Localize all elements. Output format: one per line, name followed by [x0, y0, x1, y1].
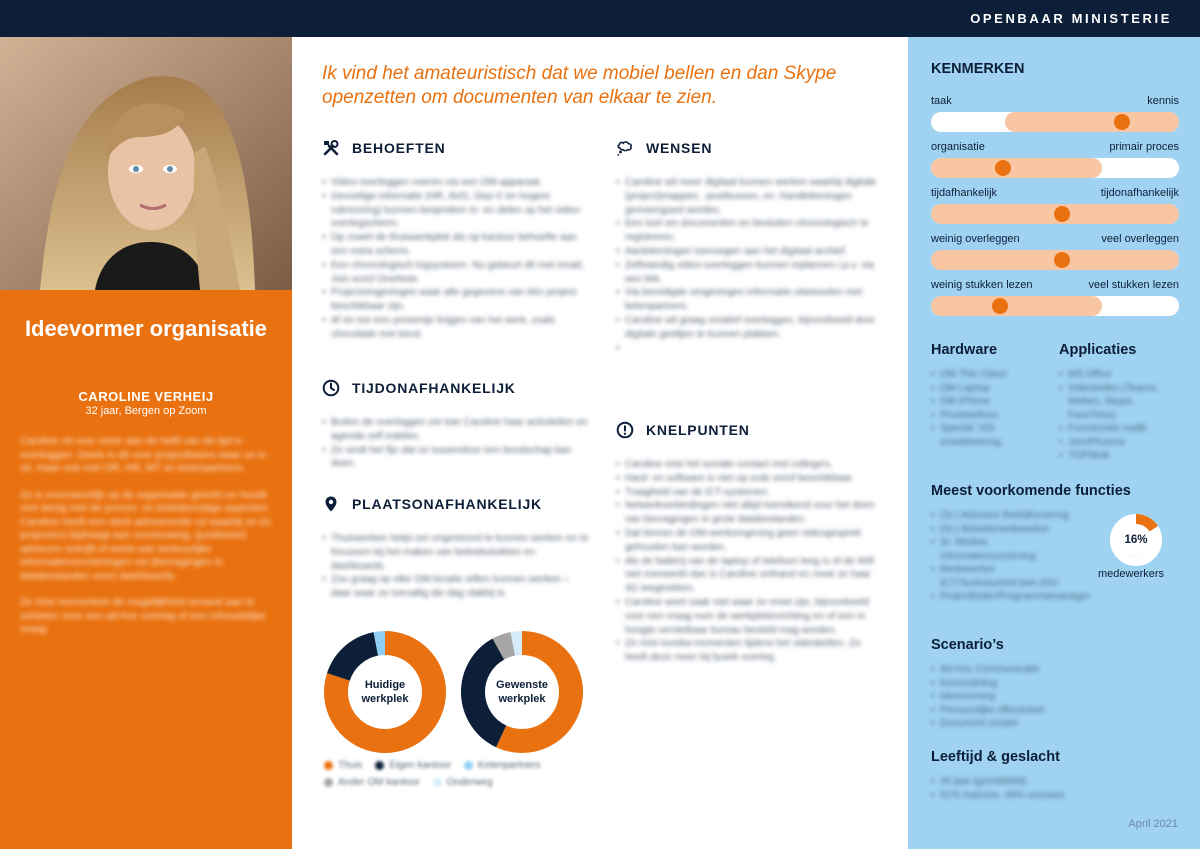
section-title: BEHOEFTEN [352, 140, 446, 156]
persona-meta: 32 jaar, Bergen op Zoom [85, 405, 207, 417]
knelpunten-list [616, 458, 878, 665]
list-item: • Caroline wil graag creatief overleggen, bijvoorbeeld door digitale geeltjes te kunnen plakken. [616, 314, 878, 342]
legend-label: Ander OM kantoor [338, 777, 420, 788]
section-title: TIJDONAFHANKELIJK [352, 380, 516, 396]
bio-paragraph: Caroline zit voor meer dan de helft van de tijd in overleggen. Deels is dit voor projectteams waar ze in zit, maar ook met OR, HR, MT en ketenpartners. [20, 435, 267, 474]
list-item: • Af en toe een presentje krijgen van het werk, zoals chocolade met kerst. [322, 314, 592, 342]
list-item: • Video-overleggen voeren via een OM-apparaat. [322, 176, 592, 190]
list-item: • Ad Hoc Communicatie [931, 663, 1181, 677]
persona-photo [0, 37, 292, 290]
slider-knob [1114, 114, 1130, 130]
slider-right-label: kennis [1147, 95, 1179, 107]
list-item: • Hard- en software is niet op orde en/of beschikbaar. [616, 472, 878, 486]
scenarios-list [931, 663, 1181, 731]
slider-track [931, 158, 1179, 178]
list-item: • Via beveiligde omgevingen informatie uitwisselen met ketenpartners. [616, 286, 878, 314]
list-item: • Persoonlijke effectiviteit [931, 704, 1181, 718]
legend-item [375, 760, 451, 771]
slider-right-label: veel overleggen [1101, 233, 1179, 245]
list-item: • TOPdesk [1059, 449, 1184, 463]
section-wensen [616, 138, 878, 355]
percent-caption: medewerkers [1098, 568, 1165, 580]
legend-label: Onderweg [446, 777, 493, 788]
list-item: • Ze mist eureka-momenten tijdens het videobellen. Ze heeft deze meer bij fysiek overleg [616, 637, 878, 665]
list-item: • Medewerker ICT/Technisch/Inf.beh./DIV [931, 563, 1081, 590]
functies-list [931, 509, 1091, 604]
applicaties-list [1059, 368, 1184, 463]
slider-right-label: primair proces [1109, 141, 1179, 153]
leeftijd-title: Leeftijd & geslacht [931, 749, 1060, 765]
list-item: • OM Thin Client [931, 368, 1049, 382]
legend-item [464, 760, 541, 771]
functies-title: Meest voorkomende functies [931, 483, 1131, 499]
bio-paragraph: Ze mist momenteel de mogelijkheid iemand aan te schieten voor een ad-hoc overleg of een inhoudelijke vraag. [20, 596, 266, 635]
slider-right-label: veel stukken lezen [1088, 279, 1179, 291]
slider-right-label: tijdonafhankelijk [1100, 187, 1179, 199]
percent-label: 16% [1124, 534, 1148, 546]
slider-left-label: weinig overleggen [931, 233, 1020, 245]
legend-item [324, 777, 420, 788]
section-knelpunten [616, 420, 878, 665]
donut-legend [324, 760, 624, 794]
list-item: • Gevoelige informatie (HR, AVG, Dep-V en hogere rubricering) kunnen bespreken in- en delen op het video-overlegscherm. [322, 190, 592, 231]
slider-range-fill [931, 158, 1102, 178]
clock-icon [322, 379, 340, 397]
characteristics-panel [908, 37, 1200, 849]
top-bar [0, 0, 1200, 37]
list-item: • Ideevorming [931, 690, 1181, 704]
legend-label: Thuis [338, 760, 363, 771]
persona-panel [0, 37, 292, 849]
list-item: • Traagheid van de ICT-systemen. [616, 486, 878, 500]
list-item: • Privételefoon [931, 409, 1049, 423]
hardware-list [931, 368, 1049, 449]
list-item: • Dat binnen de OM-werkomgeving geen videogesprek gehouden kan worden. [616, 527, 878, 555]
persona-quote: Ik vind het amateuristisch dat we mobiel bellen en dan Skype openzetten om documenten van elkaar te zien. [322, 63, 837, 108]
donut-desired-workplace [460, 630, 584, 754]
slider-knob [995, 160, 1011, 176]
section-behoeften [322, 138, 592, 342]
list-item: • Zelfstandig video-overleggen kunnen inplannen i.p.v. via een MA. [616, 259, 878, 287]
legend-item [433, 777, 493, 788]
legend-item [324, 760, 362, 771]
list-item [616, 342, 878, 356]
legend-swatch [433, 778, 442, 787]
behoeften-list [322, 176, 592, 342]
list-item: • OM iPhone [931, 395, 1049, 409]
publication-date: April 2021 [1128, 818, 1178, 830]
donut-label-line: werkplek [498, 693, 546, 705]
percent-donut [1110, 514, 1162, 566]
slider-left-label: tijdafhankelijk [931, 187, 998, 199]
list-item: • MS Office [1059, 368, 1184, 382]
section-title: PLAATSONAFHANKELIJK [352, 496, 542, 512]
list-item: • Document creatie [931, 717, 1181, 731]
wensen-list [616, 176, 878, 355]
slider-track [931, 112, 1179, 132]
list-item: • Als de batterij van de laptop of telefoon leeg is of de Wifi niet meewerkt dan is Caroline onthand en moet ze haar 4G leegtrekken. [616, 555, 878, 596]
legend-swatch [375, 761, 384, 770]
list-item: • Projectleider/Programmamanager [931, 590, 1081, 604]
applicaties-title: Applicaties [1059, 342, 1137, 358]
thought-bubble-icon [616, 139, 634, 157]
donut-label-line: Gewenste [496, 679, 548, 691]
list-item: • Netwerkverbindingen niet altijd toereikend voor het doen van bevragingen in grote databestanden. [616, 499, 878, 527]
section-tijdonafhankelijk [322, 378, 592, 471]
list-item: • Caroline weet vaak niet waar ze moet zijn, bijvoorbeeld voor een vraag over de werkplekinrichting en of een in hoogte verstelbaar bureau besteld mag worden. [616, 596, 878, 637]
list-item: • Functionele mailb. [1059, 422, 1184, 436]
donut-label-line: werkplek [361, 693, 409, 705]
list-item: • Buiten de overleggen om kan Caroline haar activiteiten en agenda zelf indelen. [322, 416, 592, 444]
persona-name: CAROLINE VERHEIJ [78, 389, 214, 404]
list-item: • Ze vindt het fijn dat ze tussendoor een boodschap kan doen. [322, 444, 592, 472]
list-item: • Caroline mist het sociale contact met collega's. [616, 458, 878, 472]
slider-left-label: organisatie [931, 141, 985, 153]
donut-current-workplace [323, 630, 447, 754]
list-item: • Een chronologisch logsysteem. Nu gebeurt dit met email, Join en/of OneNote. [322, 259, 592, 287]
legend-swatch [324, 761, 333, 770]
list-item: • (Sr.) Adviseur Bedrijfsvoering [931, 509, 1081, 523]
list-item: • (Sr.) Beleidsmedewerker [931, 523, 1081, 537]
location-pin-icon [322, 495, 340, 513]
legend-swatch [324, 778, 333, 787]
legend-swatch [464, 761, 473, 770]
section-title: WENSEN [646, 140, 713, 156]
list-item: • Thuiswerken helpt om ongestoord te kunnen werken en te focussen bij het maken van beleidsstukken en dashboards. [322, 532, 592, 573]
section-plaatsonafhankelijk [322, 494, 592, 601]
leeftijd-list [931, 775, 1181, 802]
list-item: • Aantekeningen toevoegen aan het digitaal archief. [616, 245, 878, 259]
legend-label: Ketenpartners [477, 760, 541, 771]
list-item: • OM Laptop [931, 382, 1049, 396]
list-item: • Special: VDI ontwikkelomg. [931, 422, 1049, 449]
kenmerken-title: KENMERKEN [931, 61, 1025, 77]
slider-range-fill [1005, 112, 1179, 132]
section-title: KNELPUNTEN [646, 422, 750, 438]
list-item: • 46 jaar (gemiddeld) [931, 775, 1181, 789]
list-item: • Zou graag op elke OM-locatie willen kunnen werken – daar waar ze toevallig die dag vlakbij is. [322, 573, 592, 601]
legend-label: Eigen kantoor [389, 760, 451, 771]
list-item: • Join/Phoenix [1059, 436, 1184, 450]
slider-left-label: weinig stukken lezen [931, 279, 1033, 291]
plaatsonafhankelijk-list [322, 532, 592, 601]
list-item: • Kennisdeling [931, 677, 1181, 691]
list-item: • 51% mannen, 49% vrouwen [931, 789, 1181, 803]
tools-icon [322, 139, 340, 157]
list-item: • Caroline wil meer digitaal kunnen werken waarbij digitale (project)mappen, -postbussen, en -handtekeningen gemeengoed worden. [616, 176, 878, 217]
slider-track [931, 296, 1179, 316]
donut-label [460, 630, 584, 754]
persona-role: Ideevormer organisatie [24, 316, 268, 341]
slider-track [931, 204, 1179, 224]
list-item: • Op zowel de thuiswerkplek als op kantoor behoefte aan een extra scherm. [322, 231, 592, 259]
list-item: • Sr. Medew. Informatievoorziening [931, 536, 1081, 563]
donut-label-line: Huidige [364, 679, 406, 691]
scenarios-title: Scenario’s [931, 637, 1004, 653]
persona-bio [20, 435, 272, 650]
brand-name: OPENBAAR MINISTERIE [970, 11, 1172, 26]
bio-paragraph: Ze is voornamelijk op de organisatie gericht en houdt zich bezig met de proces- en beleidsmatige aspecten. Caroline heeft een sterk adviserende rol waarbij ze (in projecten) bijdraagt aan vernieuwing, (juridische) adviezen schrijft of werkt aan bestuurlijke informatievoorzieningen via (bevragingen in databestanden voor) dashboards. [20, 488, 271, 582]
list-item: • Videobellen (Teams, Webex, Skype, FaceTime) [1059, 382, 1184, 423]
tijdonafhankelijk-list [322, 416, 592, 471]
list-item: • Projectomgevingen waar alle gegevens van één project beschikbaar zijn. [322, 286, 592, 314]
slider-track [931, 250, 1179, 270]
slider-left-label: taak [931, 95, 952, 107]
donut-label [323, 630, 447, 754]
hardware-title: Hardware [931, 342, 998, 358]
slider-range-fill [931, 296, 1102, 316]
list-item: • Een tool om documenten en besluiten chronologisch te registreren. [616, 217, 878, 245]
portrait-illustration [0, 37, 292, 290]
alert-icon [616, 421, 634, 439]
